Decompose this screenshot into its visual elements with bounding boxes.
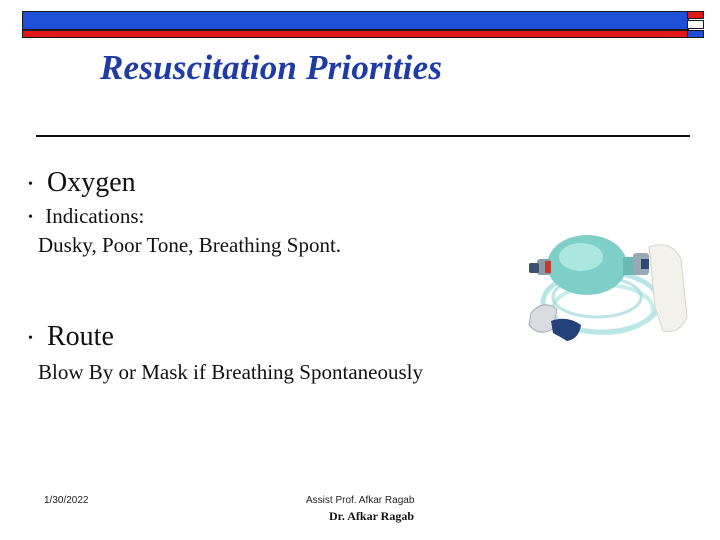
footer-presenter: Assist Prof. Afkar Ragab xyxy=(306,495,415,506)
footer-date: 1/30/2022 xyxy=(44,495,89,506)
bullet-glyph: • xyxy=(28,330,33,346)
bullet-oxygen-text: Oxygen xyxy=(47,167,136,198)
header-corner-blocks xyxy=(687,11,704,38)
bullet-route xyxy=(28,321,114,353)
bullet-glyph: • xyxy=(28,210,33,226)
route-detail: Blow By or Mask if Breathing Spontaneously xyxy=(38,360,423,384)
corner-block-blue xyxy=(687,30,704,38)
bullet-indications-text: Indications: xyxy=(45,204,145,228)
header-bar-blue xyxy=(22,11,689,30)
bullet-glyph: • xyxy=(28,176,33,192)
corner-block-red xyxy=(687,11,704,19)
indications-detail: Dusky, Poor Tone, Breathing Spont. xyxy=(38,233,342,257)
header-bar-red xyxy=(22,30,689,38)
corner-block-white xyxy=(687,20,704,28)
bullet-route-text: Route xyxy=(47,321,114,352)
bag-valve-mask-image xyxy=(523,187,693,383)
bullet-oxygen xyxy=(28,167,136,199)
bullet-indications xyxy=(28,204,144,229)
slide-title: Resuscitation Priorities xyxy=(100,48,443,87)
footer-author: Dr. Afkar Ragab xyxy=(329,509,415,523)
title-divider xyxy=(36,135,690,137)
